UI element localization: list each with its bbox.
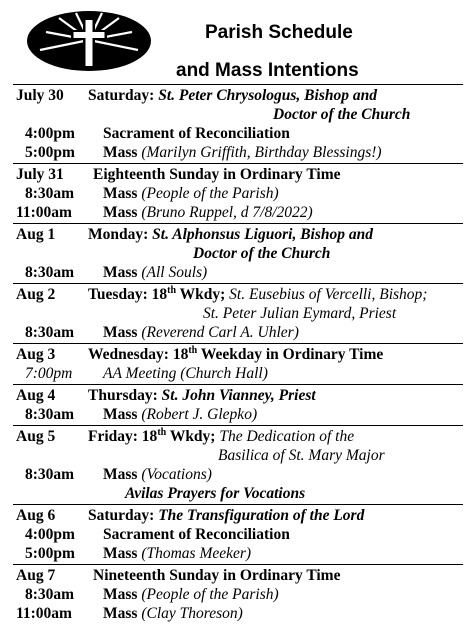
entry-time: 4:00pm bbox=[25, 125, 75, 142]
entry-feast: St. Eusebius of Vercelli, Bishop; bbox=[229, 286, 428, 303]
entry-note: Avilas Prayers for Vocations bbox=[125, 485, 306, 502]
entry-day: Friday: 18 bbox=[88, 428, 158, 445]
entry-intention: (Thomas Meeker) bbox=[141, 545, 252, 562]
entry-event: Mass bbox=[103, 264, 138, 281]
entry-feast-cont: Doctor of the Church bbox=[193, 245, 331, 262]
entry-event: AA Meeting (Church Hall) bbox=[103, 365, 268, 382]
entry-day: Saturday: bbox=[88, 87, 155, 104]
schedule-entry bbox=[13, 84, 463, 163]
entry-feast-cont: Basilica of St. Mary Major bbox=[218, 447, 385, 464]
entry-date: July 30 bbox=[16, 87, 64, 104]
entry-time: 8:30am bbox=[25, 264, 75, 281]
entry-event: Mass bbox=[103, 586, 138, 603]
entry-feast: St. Peter Chrysologus, Bishop and bbox=[158, 87, 377, 104]
entry-intention: (Reverend Carl A. Uhler) bbox=[141, 324, 299, 341]
entry-feast: The Transfiguration of the Lord bbox=[158, 507, 365, 524]
entry-event: Mass bbox=[103, 144, 138, 161]
entry-day: Thursday: bbox=[88, 387, 158, 404]
entry-feast: St. John Vianney, Priest bbox=[161, 387, 316, 404]
entry-intention: (Bruno Ruppel, d 7/8/2022) bbox=[141, 204, 313, 221]
entry-event: Mass bbox=[103, 406, 138, 423]
entry-day-cont: Wkdy; bbox=[166, 428, 216, 445]
entry-intention: (Robert J. Glepko) bbox=[141, 406, 258, 423]
entry-day: Eighteenth Sunday in Ordinary Time bbox=[93, 166, 341, 183]
entry-date: Aug 7 bbox=[16, 567, 56, 584]
entry-event: Mass bbox=[103, 605, 138, 622]
entry-day-cont: Wkdy; bbox=[176, 286, 226, 303]
entry-event: Mass bbox=[103, 204, 138, 221]
cross-sunburst-icon bbox=[26, 10, 152, 72]
entry-date: Aug 3 bbox=[16, 346, 56, 363]
schedule-entry bbox=[13, 283, 463, 343]
entry-time: 8:30am bbox=[25, 466, 75, 483]
entry-intention: (Clay Thoreson) bbox=[141, 605, 243, 622]
entry-feast-cont: Doctor of the Church bbox=[273, 106, 411, 123]
schedule-list bbox=[0, 84, 468, 624]
entry-date: Aug 1 bbox=[16, 226, 56, 243]
schedule-entry bbox=[13, 564, 463, 624]
entry-date: Aug 2 bbox=[16, 286, 56, 303]
entry-day: Wednesday: 18 bbox=[88, 346, 189, 363]
entry-event: Mass bbox=[103, 324, 138, 341]
entry-intention: (Marilyn Griffith, Birthday Blessings!) bbox=[141, 144, 382, 161]
entry-event: Mass bbox=[103, 466, 138, 483]
schedule-entry bbox=[13, 425, 463, 504]
entry-time: 5:00pm bbox=[25, 144, 75, 161]
entry-date: Aug 4 bbox=[16, 387, 56, 404]
schedule-entry bbox=[13, 343, 463, 384]
entry-time: 8:30am bbox=[25, 406, 75, 423]
entry-date: Aug 6 bbox=[16, 507, 56, 524]
entry-day: Saturday: bbox=[88, 507, 155, 524]
entry-time: 8:30am bbox=[25, 586, 75, 603]
ordinal-suffix: th bbox=[167, 284, 177, 296]
entry-time: 4:00pm bbox=[25, 526, 75, 543]
page-title-line1: Parish Schedule bbox=[205, 22, 353, 43]
entry-day: Nineteenth Sunday in Ordinary Time bbox=[93, 567, 341, 584]
entry-event: Mass bbox=[103, 545, 138, 562]
entry-time: 8:30am bbox=[25, 185, 75, 202]
entry-feast: St. Alphonsus Liguori, Bishop and bbox=[152, 226, 373, 243]
page-header bbox=[0, 0, 468, 86]
entry-intention: (All Souls) bbox=[141, 264, 208, 281]
schedule-entry bbox=[13, 223, 463, 283]
entry-day: Monday: bbox=[88, 226, 149, 243]
entry-feast-cont: St. Peter Julian Eymard, Priest bbox=[203, 305, 397, 322]
schedule-entry bbox=[13, 504, 463, 564]
entry-intention: (People of the Parish) bbox=[141, 185, 279, 202]
entry-date: Aug 5 bbox=[16, 428, 56, 445]
page-title-line2: and Mass Intentions bbox=[176, 60, 359, 81]
entry-day-cont: Weekday in Ordinary Time bbox=[197, 346, 384, 363]
entry-date: July 31 bbox=[16, 166, 64, 183]
entry-feast: The Dedication of the bbox=[219, 428, 355, 445]
ordinal-suffix: th bbox=[188, 344, 198, 356]
entry-day: Tuesday: 18 bbox=[88, 286, 168, 303]
schedule-entry bbox=[13, 384, 463, 425]
ordinal-suffix: th bbox=[157, 426, 167, 438]
entry-time: 5:00pm bbox=[25, 545, 75, 562]
entry-event: Sacrament of Reconciliation bbox=[103, 526, 290, 543]
entry-intention: (People of the Parish) bbox=[141, 586, 279, 603]
entry-intention: (Vocations) bbox=[141, 466, 212, 483]
entry-time: 7:00pm bbox=[25, 365, 73, 382]
entry-time: 11:00am bbox=[16, 605, 72, 622]
schedule-entry bbox=[13, 163, 463, 223]
entry-event: Sacrament of Reconciliation bbox=[103, 125, 290, 142]
entry-time: 8:30am bbox=[25, 324, 75, 341]
entry-time: 11:00am bbox=[16, 204, 72, 221]
entry-event: Mass bbox=[103, 185, 138, 202]
